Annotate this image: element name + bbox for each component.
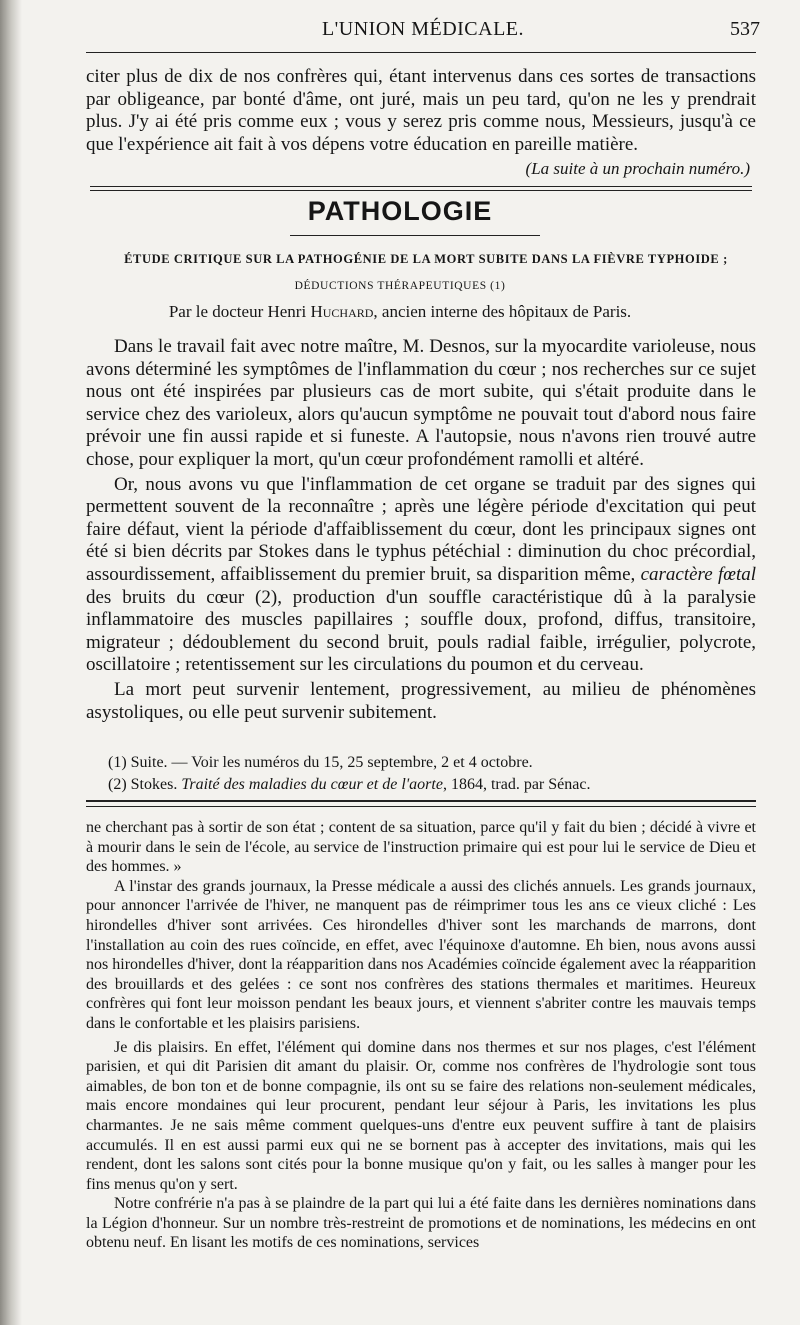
author-prefix: Par le docteur Henri xyxy=(168,302,307,321)
body-paragraph-3: La mort peut survenir lentement, progressivement, au milieu de phénomènes asystoliques, ou elle peut survenir subitement. xyxy=(86,678,756,723)
continuation-note: (La suite à un prochain numéro.) xyxy=(525,159,750,179)
feuilleton-divider xyxy=(86,800,756,807)
lower-paragraph-1: ne cherchant pas à sortir de son état ; content de sa situation, parce qu'il y fait du bien ; décidé à vivre et à mourir dans le sein de l'école, au service de l'instruction primaire qui est pour lui le service de Dieu et des hommes. » xyxy=(86,819,756,876)
footnote-2-suffix: , 1864, trad. par Sénac. xyxy=(442,776,591,793)
section-title: PATHOLOGIE xyxy=(307,196,493,226)
section-title-underline xyxy=(290,235,540,236)
footnote-2-prefix: (2) Stokes. xyxy=(108,776,178,793)
article-subtitle: DÉDUCTIONS THÉRAPEUTIQUES (1) xyxy=(294,280,506,292)
body-paragraph-2-italic: caractère fœtal xyxy=(640,563,757,585)
lower-text-block xyxy=(86,818,756,1253)
author-suffix: , ancien interne des hôpitaux de Paris. xyxy=(373,302,632,321)
author-name: Huchard xyxy=(310,302,374,321)
article-author xyxy=(0,302,800,322)
article-title: ÉTUDE CRITIQUE SUR LA PATHOGÉNIE DE LA MORT SUBITE DANS LA FIÈVRE TYPHOIDE ; xyxy=(124,252,728,266)
top-text-block xyxy=(86,66,756,181)
body-paragraph-2 xyxy=(86,474,756,677)
body-paragraph-1: Dans le travail fait avec notre maître, M. Desnos, sur la myocardite varioleuse, nous avons déterminé les symptômes de l'inflammation du cœur ; nos recherches sur ce sujet nous ont été inspirées par plusieurs cas de mort subite, qui s'était produite dans le service chez des varioleux, alors qu'aucun symptôme ne pouvait tout d'abord nous faire prévoir une fin aussi rapide et si funeste. A l'autopsie, nous n'avons rien trouvé autre chose, pour expliquer la mort, qu'un cœur profondément ramolli et altéré. xyxy=(86,336,756,470)
footnote-2-title: Traité des maladies du cœur et de l'aorte xyxy=(181,776,443,793)
lower-paragraph-3: Je dis plaisirs. En effet, l'élément qui domine dans nos thermes et sur nos plages, c'est l'élément parisien, et qui dit Parisien dit amant du plaisir. Or, comme nos confrères de l'hydrologie sont tous aimables, de bon ton et de bonne compagnie, ils ont su se faire des relations non-seulement médicales, mais encore mondaines qui leur procurent, pendant leur séjour à Paris, les invitations les plus charmantes. Je ne sais même comment quelques-uns d'entre eux peuvent suffire à tant de plaisirs accumulés. Il en est aussi parmi eux qui ne se bornent pas à accepter des invitations, mais qui les rendent, dont les salons sont cités pour la bonne musique qu'on y fait, ou les salles à manger pour les fins menus qu'on y sert. xyxy=(86,1038,756,1193)
page-header xyxy=(86,18,760,48)
footnote-1: (1) Suite. — Voir les numéros du 15, 25 septembre, 2 et 4 octobre. xyxy=(108,754,533,771)
top-paragraph: citer plus de dix de nos confrères qui, étant intervenus dans ces sortes de transactions par obligeance, par bonté d'âme, ont juré, mais un peu tard, qu'on ne les y prendrait plus. J'y ai été pris comme eux ; vous y serez pris comme nous, Messieurs, jusqu'à ce que l'expérience ait fait à vos dépens votre éducation en pareille matière. xyxy=(86,66,756,155)
footnote-2 xyxy=(86,774,756,796)
body-paragraph-2-part-2: des bruits du cœur (2), production d'un souffle caractéristique dû à la paralysie inflammatoire des muscles papillaires ; souffle doux, profond, diffus, transitoire, migrateur ; dédoublement du second bruit, pouls radial faible, irrégulier, polycrote, oscillatoire ; retentissement sur les circulations du poumon et du cerveau. xyxy=(86,586,756,676)
header-rule xyxy=(86,52,756,53)
lower-paragraph-4: Notre confrérie n'a pas à se plaindre de la part qui lui a été faite dans les dernières nominations dans la Légion d'honneur. Sur un nombre très-restreint de promotions et de nominations, les médecins en ont obtenu neuf. En lisant les motifs de ces nominations, services xyxy=(86,1195,756,1252)
body-paragraph-2-part-1: Or, nous avons vu que l'inflammation de cet organe se traduit par des signes qui permettent souvent de la reconnaître ; après une légère période d'excitation qui peut faire défaut, vient la période d'affaiblissement du cœur, dont les principaux signes ont été si bien décrits par Stokes dans le typhus pétéchial : diminution du choc précordial, assourdissement, affaiblissement du premier bruit, sa disparition même, xyxy=(86,473,756,585)
footnotes xyxy=(86,752,756,796)
running-title: L'UNION MÉDICALE. xyxy=(321,18,525,40)
page-number: 537 xyxy=(730,18,760,40)
article-body xyxy=(86,336,756,724)
lower-paragraph-2: A l'instar des grands journaux, la Presse médicale a aussi des clichés annuels. Les grands journaux, pour annoncer l'arrivée de l'hiver, ne manquent pas de réimprimer tous les ans ce vieux cliché : Les hirondelles d'hiver sont arrivées. Ces hirondelles d'hiver sont les marchands de marrons, dont l'installation au coin des rues coïncide, en effet, avec l'équinoxe d'automne. Eh bien, nous avons aussi nos hirondelles d'hiver, dont la réapparition dans nos Académies coïncide également avec la réapparition des brouillards et des gelées : ce sont nos confrères des stations thermales et maritimes. Heureux confrères qui font leur moisson pendant les beaux jours, et viennent s'abriter contre les mauvais temps dans le confortable et les plaisirs parisiens. xyxy=(86,877,756,1032)
